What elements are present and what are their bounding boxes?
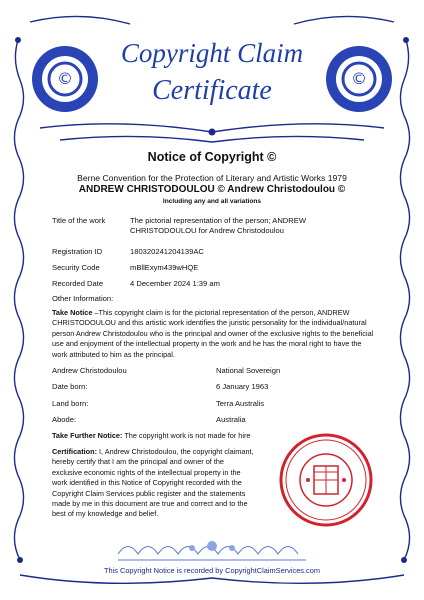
field-value-security: mBllExym439wHQE (130, 263, 199, 272)
field-label-security: Security Code (52, 263, 100, 272)
copyright-seal-stamp (278, 432, 374, 528)
field-label-title: Title of the work (52, 216, 106, 225)
certification-paragraph (52, 447, 254, 520)
field-value-title (130, 216, 374, 236)
field-label-other: Other Information: (52, 294, 114, 303)
svg-text:©: © (351, 69, 367, 88)
field-label-date: Recorded Date (52, 279, 104, 288)
take-notice-text: –This copyright claim is for the pictorial representation of the person, ANDREW CHRISTODOULOU and this artistic work identifies the juristic personality for the individual/natural person Andrew Christodoulou who is the principal and owner of the exclusive rights to the beneficial use and enjoyment of the intellectual property in the work and he has the moral right to have the work attributed to him as the principal. (52, 308, 374, 359)
abode-label: Abode: (52, 415, 77, 424)
take-further-label: Take Further Notice: (52, 431, 123, 440)
notice-heading: Notice of Copyright © (147, 150, 277, 164)
date-born-value: 6 January 1963 (216, 382, 269, 391)
date-born-label: Date born: (52, 382, 88, 391)
berne-convention: Berne Convention for the Protection of Literary and Artistic Works 1979 (77, 173, 347, 183)
field-value-date: 4 December 2024 1:39 am (130, 279, 220, 288)
title-line2: CHRISTODOULOU for Andrew Christodoulou (130, 226, 284, 235)
abode-value: Australia (216, 415, 246, 424)
variations-note: Including any and all variations (162, 198, 262, 205)
certificate-title-line1: Copyright Claim (120, 38, 304, 68)
registered-badge-left (30, 44, 100, 114)
take-further-text: The copyright work is not made for hire (122, 431, 251, 440)
land-born-label: Land born: (52, 399, 89, 408)
certificate-title-line2: Certificate (152, 75, 272, 106)
land-born-value: Terra Australis (216, 399, 265, 408)
certification-label: Certification: (52, 447, 97, 456)
svg-text:©: © (57, 69, 73, 88)
lace-ornament (118, 534, 306, 564)
certification-text: I, Andrew Christodoulou, the copyright claimant, hereby certify that I am the principal and owner of the exclusive economic rights of the intellectual property in the work identified in this Notice of Copyright recorded with the Copyright Claim Services public register and the statements made by me in this document are true and correct and to the best of my knowledge and belief. (52, 447, 254, 519)
claimant-names: ANDREW CHRISTODOULOU © Andrew Christodoulou © (78, 184, 346, 195)
take-notice-paragraph (52, 308, 374, 360)
take-notice-label: Take Notice (52, 308, 93, 317)
field-label-registration: Registration ID (52, 247, 103, 256)
field-value-registration: 180320241204139AC (130, 247, 204, 256)
person-name: Andrew Christodoulou (52, 366, 127, 375)
title-line1: The pictorial representation of the person; ANDREW (130, 216, 307, 225)
registered-badge-right (324, 44, 394, 114)
person-status: National Sovereign (216, 366, 281, 375)
footer-notice: This Copyright Notice is recorded by CopyrightClaimServices.com (103, 566, 321, 575)
